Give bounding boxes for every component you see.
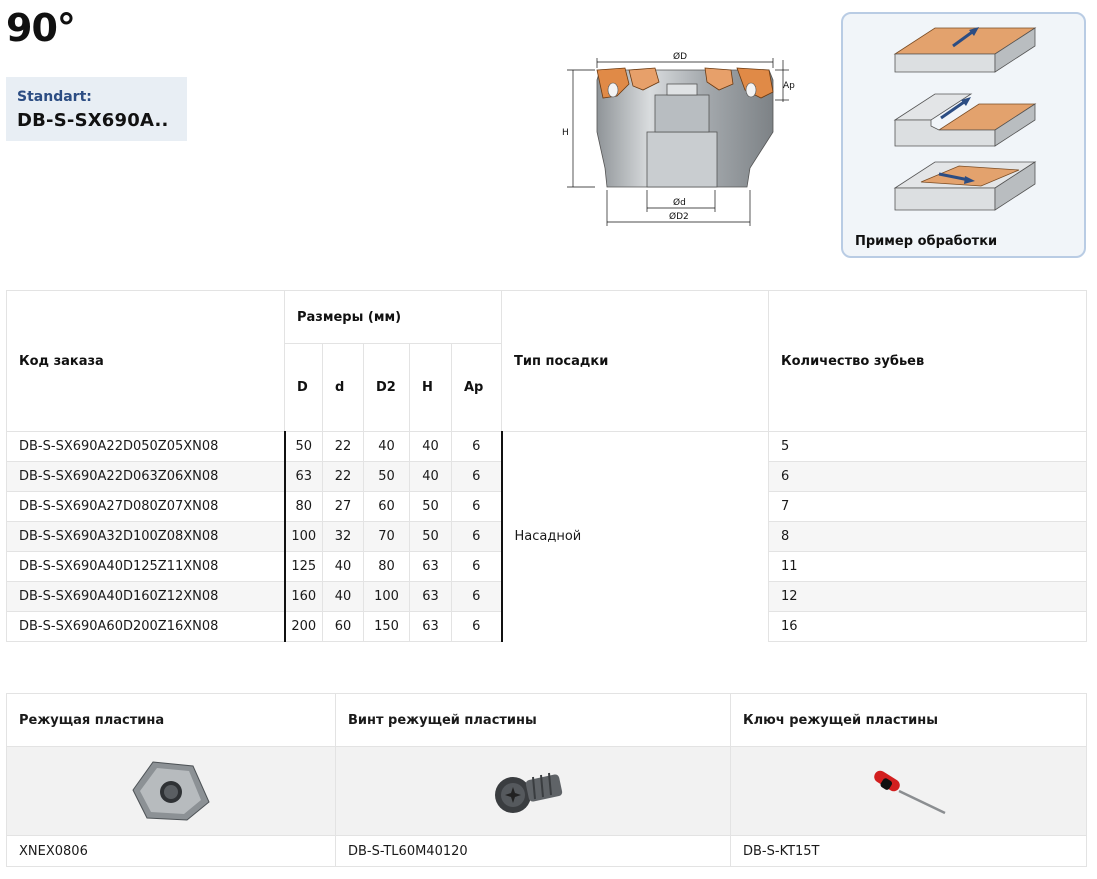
teeth-count: 6 xyxy=(769,462,1087,492)
cell-d: 40 xyxy=(323,582,364,612)
product-table xyxy=(6,290,1087,642)
cell-D: 100 xyxy=(285,522,323,552)
order-code: DB-S-SX690A60D200Z16XN08 xyxy=(7,612,285,642)
teeth-count: 11 xyxy=(769,552,1087,582)
col-dimensions: Размеры (мм) xyxy=(285,291,502,344)
col-teeth-count: Количество зубьев xyxy=(769,291,1087,432)
cell-H: 63 xyxy=(410,612,452,642)
dim-D2-label: ØD2 xyxy=(669,212,689,222)
cell-d: 22 xyxy=(323,462,364,492)
screw-code: DB-S-TL60M40120 xyxy=(336,836,731,867)
col-insert: Режущая пластина xyxy=(7,694,336,747)
cell-Ap: 6 xyxy=(452,492,502,522)
col-D: D xyxy=(285,344,323,432)
angle-title: 90° xyxy=(6,6,75,50)
order-code: DB-S-SX690A22D050Z05XN08 xyxy=(7,432,285,462)
cell-D2: 100 xyxy=(364,582,410,612)
cell-H: 63 xyxy=(410,552,452,582)
machining-example-panel xyxy=(841,12,1086,258)
standard-code: DB-S-SX690A.. xyxy=(17,110,169,131)
teeth-count: 7 xyxy=(769,492,1087,522)
cell-D: 200 xyxy=(285,612,323,642)
standard-box xyxy=(6,77,187,141)
order-code: DB-S-SX690A40D125Z11XN08 xyxy=(7,552,285,582)
cell-D2: 150 xyxy=(364,612,410,642)
cell-D: 80 xyxy=(285,492,323,522)
cell-d: 40 xyxy=(323,552,364,582)
cell-Ap: 6 xyxy=(452,462,502,492)
col-H: H xyxy=(410,344,452,432)
dim-H-label: H xyxy=(562,128,569,138)
key-code: DB-S-KT15T xyxy=(731,836,1087,867)
col-d: d xyxy=(323,344,364,432)
cell-D2: 70 xyxy=(364,522,410,552)
order-code: DB-S-SX690A32D100Z08XN08 xyxy=(7,522,285,552)
dim-D-label: ØD xyxy=(673,52,688,62)
mount-type: Насадной xyxy=(502,432,769,642)
col-order-code: Код заказа xyxy=(7,291,285,432)
teeth-count: 16 xyxy=(769,612,1087,642)
order-code: DB-S-SX690A27D080Z07XN08 xyxy=(7,492,285,522)
dim-Ap-label: Ap xyxy=(783,81,795,91)
order-code: DB-S-SX690A40D160Z12XN08 xyxy=(7,582,285,612)
machining-example-icon xyxy=(843,14,1084,224)
cell-D: 160 xyxy=(285,582,323,612)
order-code: DB-S-SX690A22D063Z06XN08 xyxy=(7,462,285,492)
cell-Ap: 6 xyxy=(452,432,502,462)
cell-D2: 80 xyxy=(364,552,410,582)
cell-H: 40 xyxy=(410,462,452,492)
insert-code: XNEX0806 xyxy=(7,836,336,867)
dim-d-label: Ød xyxy=(673,198,686,208)
cell-Ap: 6 xyxy=(452,612,502,642)
cell-D2: 50 xyxy=(364,462,410,492)
col-Ap: Ap xyxy=(452,344,502,432)
teeth-count: 12 xyxy=(769,582,1087,612)
cell-Ap: 6 xyxy=(452,522,502,552)
screwdriver-icon xyxy=(867,761,951,821)
cell-H: 63 xyxy=(410,582,452,612)
cell-Ap: 6 xyxy=(452,582,502,612)
cell-H: 40 xyxy=(410,432,452,462)
accessories-table xyxy=(6,693,1087,867)
standard-label: Standart: xyxy=(17,89,92,105)
cell-H: 50 xyxy=(410,492,452,522)
insert-icon xyxy=(129,756,213,826)
ramping-block xyxy=(895,162,1035,210)
cell-d: 32 xyxy=(323,522,364,552)
cell-Ap: 6 xyxy=(452,552,502,582)
cell-d: 27 xyxy=(323,492,364,522)
col-D2: D2 xyxy=(364,344,410,432)
cell-d: 22 xyxy=(323,432,364,462)
cell-D: 125 xyxy=(285,552,323,582)
col-insert-screw: Винт режущей пластины xyxy=(336,694,731,747)
face-milling-block xyxy=(895,27,1035,72)
shoulder-milling-block xyxy=(895,94,1035,146)
cell-H: 50 xyxy=(410,522,452,552)
teeth-count: 5 xyxy=(769,432,1087,462)
cell-D: 63 xyxy=(285,462,323,492)
cell-D2: 40 xyxy=(364,432,410,462)
cutter-drawing xyxy=(555,40,795,235)
teeth-count: 8 xyxy=(769,522,1087,552)
cell-D: 50 xyxy=(285,432,323,462)
col-insert-key: Ключ режущей пластины xyxy=(731,694,1087,747)
cell-D2: 60 xyxy=(364,492,410,522)
example-caption: Пример обработки xyxy=(855,234,998,249)
table-row xyxy=(7,432,1087,462)
col-mount-type: Тип посадки xyxy=(502,291,769,432)
cell-d: 60 xyxy=(323,612,364,642)
screw-icon xyxy=(491,761,575,821)
